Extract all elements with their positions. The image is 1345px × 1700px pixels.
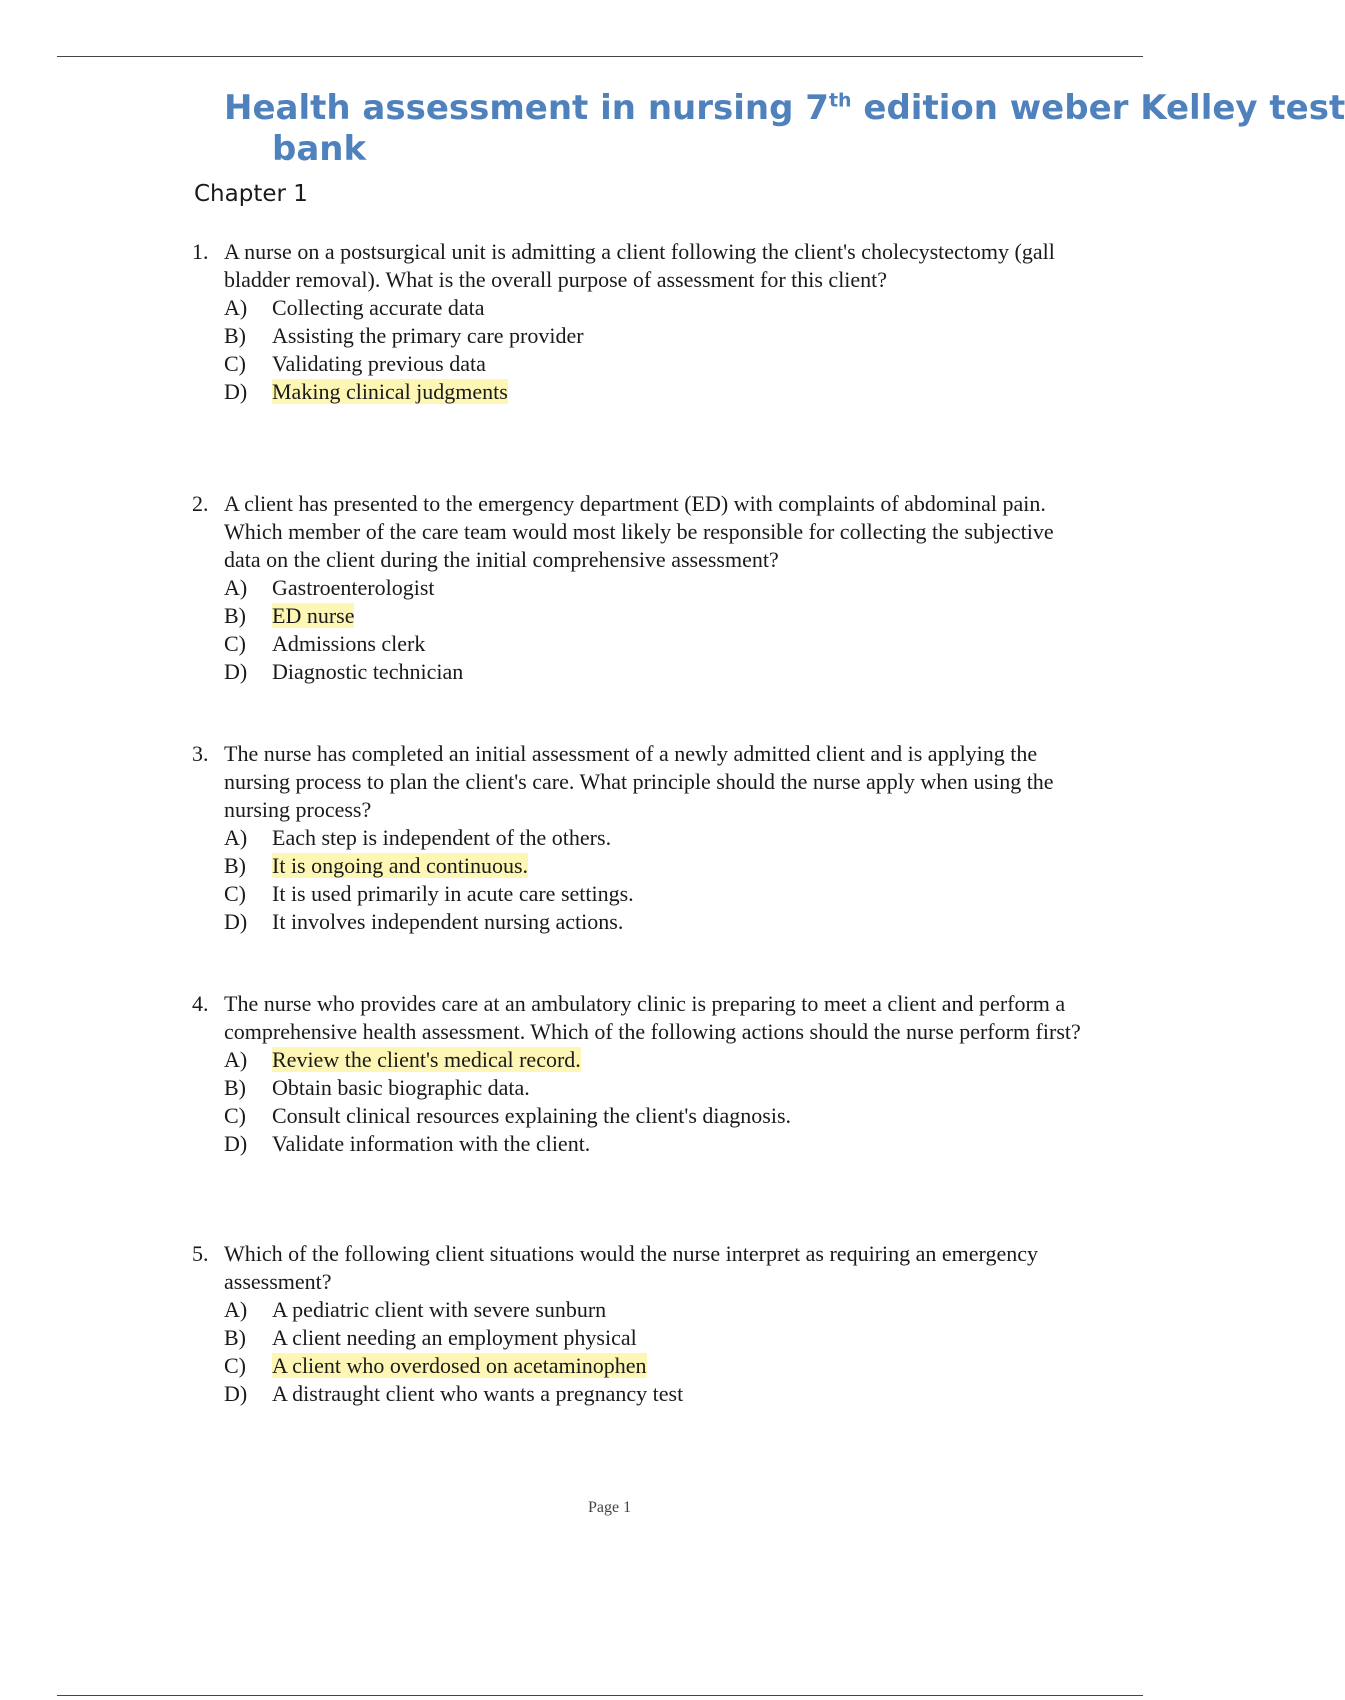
option-c [192, 630, 1092, 658]
option-a [192, 574, 1092, 602]
option-letter: D) [224, 1131, 248, 1156]
question-text: The nurse who provides care at an ambulatory clinic is preparing to meet a client and perform a comprehensive health assessment. Which of the following actions should the nurse perform first? [224, 991, 1081, 1044]
question-stem [192, 1240, 1092, 1296]
option-d [192, 1130, 1092, 1158]
option-letter: C) [224, 881, 246, 906]
option-letter: C) [224, 1103, 246, 1128]
title-line2: bank [272, 129, 367, 169]
option-d [192, 378, 1092, 406]
option-d [192, 1380, 1092, 1408]
option-text: A pediatric client with severe sunburn [272, 1297, 607, 1322]
option-letter: D) [224, 659, 248, 684]
highlighted-answer: Review the client's medical record. [272, 1047, 581, 1072]
document-title [224, 88, 1345, 170]
option-text: A client needing an employment physical [272, 1325, 637, 1350]
question-3 [192, 740, 1092, 936]
title-superscript: th [828, 89, 852, 112]
top-rule [57, 56, 1143, 57]
option-letter: A) [224, 575, 248, 600]
chapter-heading: Chapter 1 [194, 181, 308, 207]
option-text: Validating previous data [272, 351, 486, 376]
highlighted-answer: Making clinical judgments [272, 379, 508, 404]
question-number: 5. [192, 1241, 209, 1266]
option-b [192, 602, 1092, 630]
option-b [192, 1074, 1092, 1102]
option-text: Obtain basic biographic data. [272, 1075, 530, 1100]
question-stem [192, 740, 1092, 824]
option-text: A distraught client who wants a pregnancy test [272, 1381, 684, 1406]
question-text: A client has presented to the emergency department (ED) with complaints of abdominal pain. Which member of the care team would most likely be responsible for collecting the subjective data on the client during the initial comprehensive assessment? [224, 491, 1054, 572]
option-a [192, 1046, 1092, 1074]
option-text: It is used primarily in acute care settings. [272, 881, 634, 906]
option-b [192, 1324, 1092, 1352]
question-5 [192, 1240, 1092, 1408]
option-letter: B) [224, 1325, 246, 1350]
option-letter: A) [224, 825, 248, 850]
option-text: Diagnostic technician [272, 659, 464, 684]
option-c [192, 1102, 1092, 1130]
highlighted-answer: A client who overdosed on acetaminophen [272, 1353, 647, 1378]
option-d [192, 908, 1092, 936]
title-rest: edition weber Kelley test [851, 88, 1345, 128]
question-text: Which of the following client situations would the nurse interpret as requiring an emergency assessment? [224, 1241, 1038, 1294]
question-1 [192, 238, 1092, 406]
question-number: 3. [192, 741, 209, 766]
option-text: It involves independent nursing actions. [272, 909, 624, 934]
question-stem [192, 990, 1092, 1046]
option-letter: A) [224, 295, 248, 320]
option-b [192, 852, 1092, 880]
option-letter: D) [224, 379, 248, 404]
option-text: Validate information with the client. [272, 1131, 591, 1156]
question-stem [192, 490, 1092, 574]
highlighted-answer: It is ongoing and continuous. [272, 853, 529, 878]
option-letter: B) [224, 1075, 246, 1100]
option-d [192, 658, 1092, 686]
bottom-rule [57, 1695, 1143, 1696]
question-stem [192, 238, 1092, 294]
option-letter: B) [224, 603, 246, 628]
option-c [192, 1352, 1092, 1380]
option-text: Collecting accurate data [272, 295, 485, 320]
highlighted-answer: ED nurse [272, 603, 355, 628]
question-number: 2. [192, 491, 209, 516]
question-text: A nurse on a postsurgical unit is admitting a client following the client's cholecystectomy (gall bladder removal). What is the overall purpose of assessment for this client? [224, 239, 1055, 292]
question-text: The nurse has completed an initial assessment of a newly admitted client and is applying the nursing process to plan the client's care. What principle should the nurse apply when using the nursing process? [224, 741, 1054, 822]
page-number-footer: Page 1 [588, 1499, 632, 1516]
option-letter: A) [224, 1047, 248, 1072]
option-c [192, 350, 1092, 378]
option-letter: C) [224, 631, 246, 656]
option-text: Admissions clerk [272, 631, 426, 656]
question-number: 1. [192, 239, 209, 264]
title-main: Health assessment in nursing 7 [224, 88, 829, 128]
option-letter: B) [224, 853, 246, 878]
option-a [192, 294, 1092, 322]
option-text: Each step is independent of the others. [272, 825, 612, 850]
option-letter: C) [224, 1353, 246, 1378]
option-letter: D) [224, 1381, 248, 1406]
option-a [192, 1296, 1092, 1324]
option-a [192, 824, 1092, 852]
option-b [192, 322, 1092, 350]
question-number: 4. [192, 991, 209, 1016]
option-text: Consult clinical resources explaining the client's diagnosis. [272, 1103, 792, 1128]
option-text: Gastroenterologist [272, 575, 435, 600]
option-letter: B) [224, 323, 246, 348]
question-2 [192, 490, 1092, 686]
option-c [192, 880, 1092, 908]
option-text: Assisting the primary care provider [272, 323, 584, 348]
option-letter: C) [224, 351, 246, 376]
option-letter: A) [224, 1297, 248, 1322]
option-letter: D) [224, 909, 248, 934]
question-4 [192, 990, 1092, 1158]
